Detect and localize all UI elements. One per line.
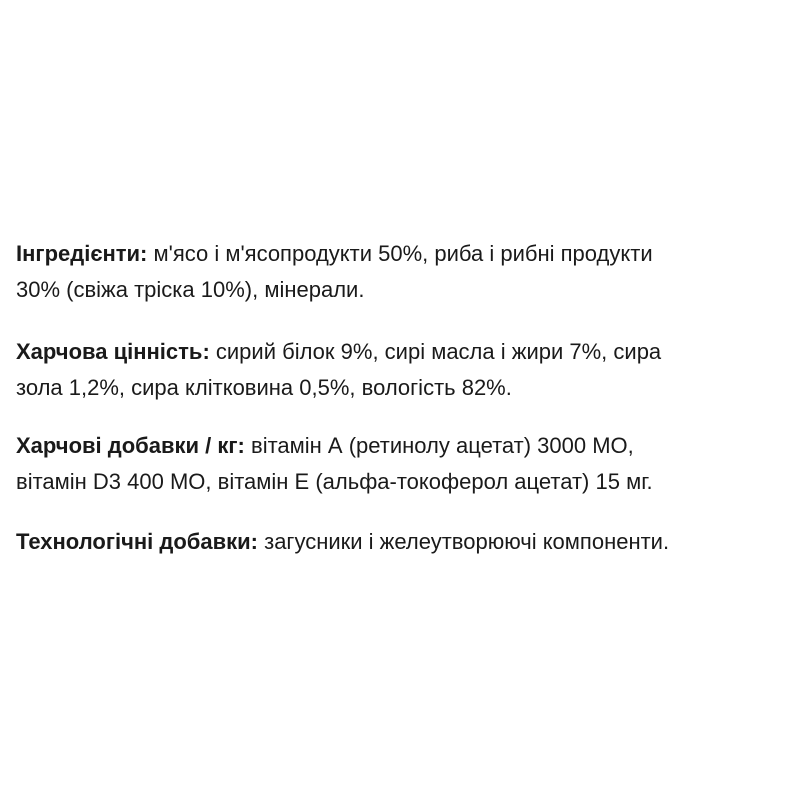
nutritional-additives-label: Харчові добавки / кг: <box>16 433 245 458</box>
nutritional-additives-text: вітамін А (ретинолу ацетат) 3000 МО, <box>244 433 634 458</box>
ingredients-line-1 <box>16 236 796 272</box>
nutritional-value-text: сирий білок 9%, сирі масла і жири 7%, сира <box>209 339 662 364</box>
technological-additives-section <box>16 524 796 560</box>
nutritional-value-line-1 <box>16 334 796 370</box>
nutritional-value-line-2: зола 1,2%, сира клітковина 0,5%, вологість 82%. <box>16 375 512 400</box>
technological-additives-line-1 <box>16 524 796 560</box>
ingredients-label: Інгредієнти: <box>16 241 148 266</box>
nutritional-additives-section <box>16 428 796 500</box>
nutritional-additives-line-2: вітамін D3 400 МО, вітамін Е (альфа-токоферол ацетат) 15 мг. <box>16 469 653 494</box>
nutritional-value-label: Харчова цінність: <box>16 339 210 364</box>
technological-additives-label: Технологічні добавки: <box>16 529 258 554</box>
nutritional-value-section <box>16 334 796 406</box>
ingredients-line-2: 30% (свіжа тріска 10%), мінерали. <box>16 277 365 302</box>
nutritional-additives-line-1 <box>16 428 796 464</box>
technological-additives-text: загусники і желеутворюючі компоненти. <box>258 529 670 554</box>
ingredients-section <box>16 236 796 308</box>
ingredients-text: м'ясо і м'ясопродукти 50%, риба і рибні продукти <box>147 241 653 266</box>
